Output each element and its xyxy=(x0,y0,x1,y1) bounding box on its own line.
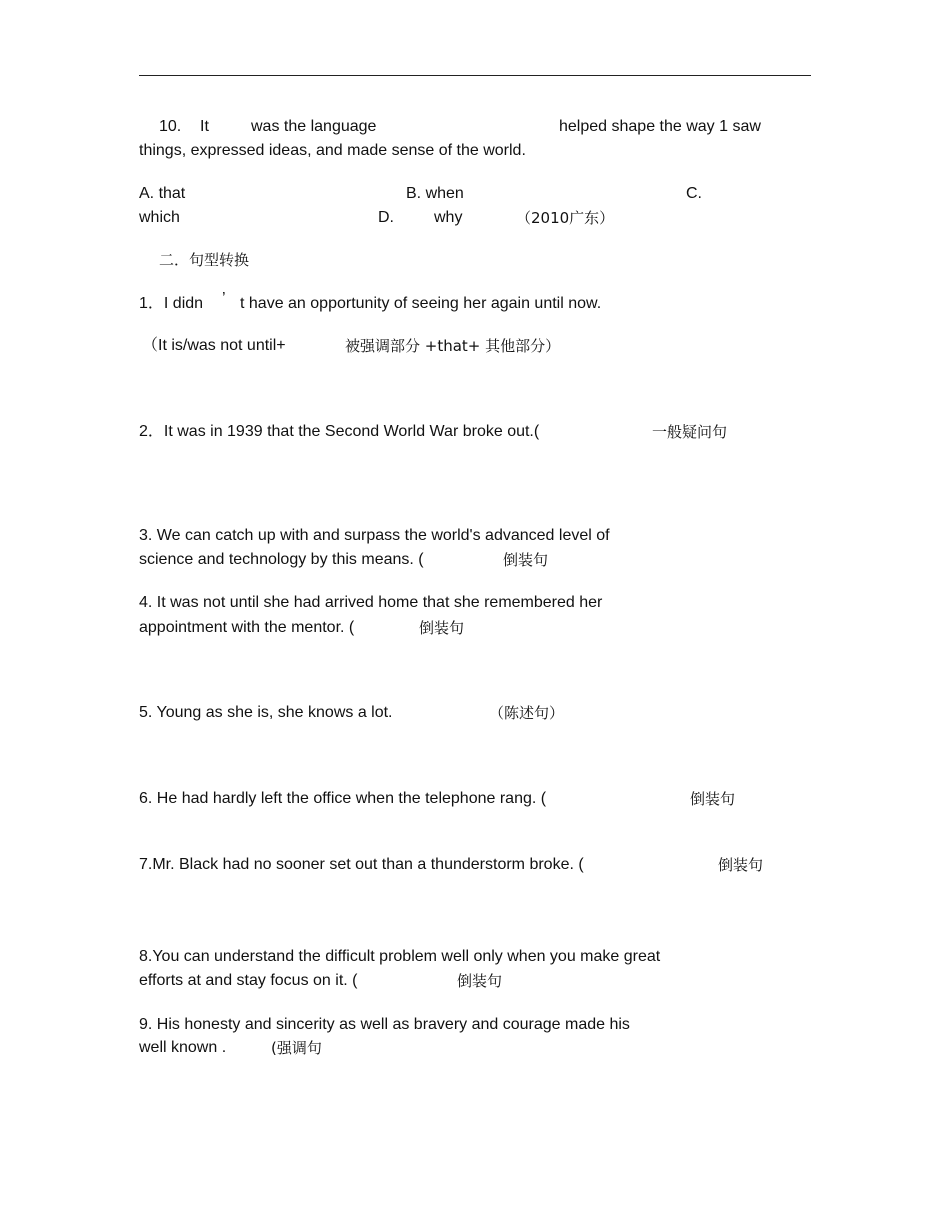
exercise-hint: 倒装句 xyxy=(718,856,764,874)
question-number: 10. xyxy=(159,118,182,135)
option-b: B. when xyxy=(406,185,464,202)
question-text: It xyxy=(200,118,209,135)
exercise-hint: 倒装句 xyxy=(457,972,503,990)
exercise-hint: 倒装句 xyxy=(690,790,736,808)
exercise-text: 4. It was not until she had arrived home that she remembered her xyxy=(139,594,603,611)
exercise-hint: 倒装句 xyxy=(503,551,549,569)
question-source: （2010广东） xyxy=(516,209,615,227)
option-d: D. xyxy=(378,209,394,226)
exercise-hint: （陈述句） xyxy=(489,704,565,722)
exercise-text: 8.You can understand the difficult problem well only when you make great xyxy=(139,948,661,965)
option-a: A. that xyxy=(139,185,186,202)
header-rule xyxy=(139,75,811,76)
exercise-text: 5. Young as she is, she knows a lot. xyxy=(139,704,393,721)
option-c-text: which xyxy=(139,209,180,226)
exercise-text: 2．It was in 1939 that the Second World War broke out.( xyxy=(139,423,540,440)
exercise-text: 1．I didn xyxy=(139,295,204,312)
question-text: helped shape the way 1 saw xyxy=(559,118,761,135)
exercise-text: 9. His honesty and sincerity as well as bravery and courage made his xyxy=(139,1016,630,1033)
option-c: C. xyxy=(686,185,702,202)
apostrophe: ’ xyxy=(222,290,226,307)
exercise-text: efforts at and stay focus on it. ( xyxy=(139,972,358,989)
question-text: was the language xyxy=(251,118,377,135)
exercise-hint: （It is/was not until+ xyxy=(142,337,286,354)
exercise-text: 7.Mr. Black had no sooner set out than a thunderstorm broke. ( xyxy=(139,856,584,873)
exercise-hint: 被强调部分 +that+ 其他部分） xyxy=(345,337,561,355)
exercise-text: t have an opportunity of seeing her again until now. xyxy=(240,295,602,312)
exercise-text: science and technology by this means. ( xyxy=(139,551,424,568)
exercise-text: well known . xyxy=(139,1039,227,1056)
exercise-hint: (强调句 xyxy=(271,1039,322,1057)
exercise-text: 3. We can catch up with and surpass the world's advanced level of xyxy=(139,527,610,544)
exercise-hint: 一般疑问句 xyxy=(652,423,728,441)
exercise-text: appointment with the mentor. ( xyxy=(139,619,355,636)
section-title: 二．句型转换 xyxy=(159,251,250,269)
exercise-text: 6. He had hardly left the office when the telephone rang. ( xyxy=(139,790,547,807)
option-d-text: why xyxy=(434,209,463,226)
exercise-hint: 倒装句 xyxy=(419,619,465,637)
question-text: things, expressed ideas, and made sense of the world. xyxy=(139,142,526,159)
